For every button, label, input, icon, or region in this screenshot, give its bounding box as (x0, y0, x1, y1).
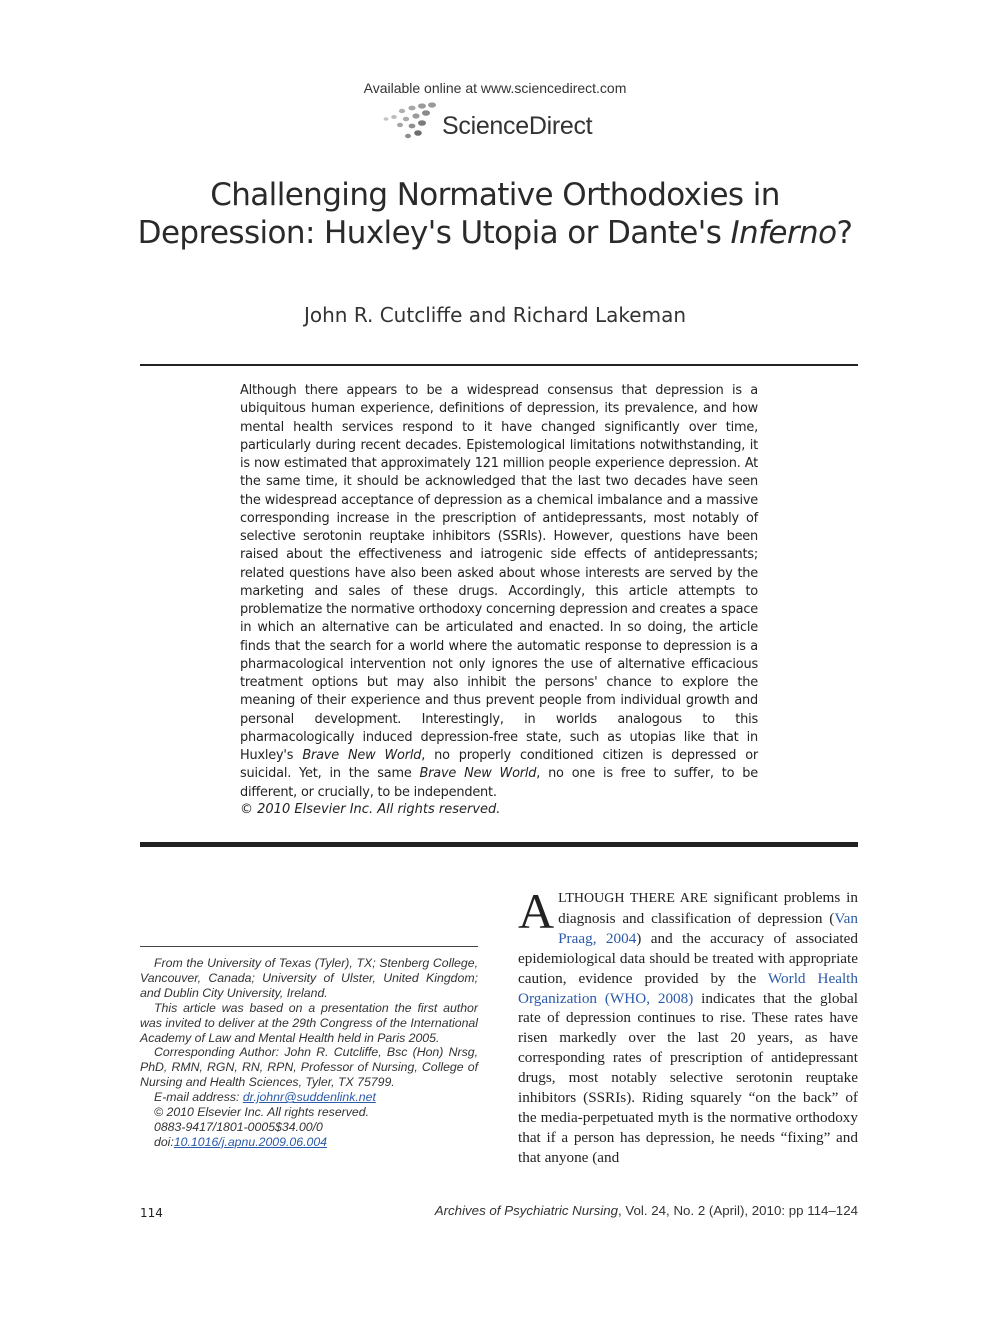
email-label: E-mail address: (154, 1090, 243, 1105)
available-online-notice: Available online at www.sciencedirect.com (363, 80, 627, 96)
body-text-1: significant problems in diagnosis and classification of depression ( (558, 889, 858, 927)
journal-info: , Vol. 24, No. 2 (April), 2010: pp 114–124 (618, 1203, 858, 1218)
title-italic-text: Inferno (730, 215, 837, 251)
abstract-bottom-divider (140, 842, 858, 847)
body-text-3: indicates that the global rate of depression continues to rise. These rates have risen markedly over the last 20 years, as have corresponding rates of prescription of antidepressant drugs, most notably selective serotonin reuptake inhibitors (SSRIs). Riding squarely “on the back” of the media-perpetuated myth is the normative orthodoxy that if a person has depression, he needs “fixing” and that anyone (and (518, 989, 858, 1166)
abstract-italic-2: Brave New World (419, 766, 537, 782)
footnote-email (140, 1090, 478, 1105)
footnote-divider (140, 946, 478, 947)
lead-in-caps: LTHOUGH THERE ARE (558, 891, 708, 906)
abstract-text-1: Although there appears to be a widespread consensus that depression is a ubiquitous human experience, definitions of depression, its prevalence, and how mental health services respond to it have changed significantly over time, particularly during recent decades. Epistemological limitations notwithstanding, it is now estimated that approximately 121 million people experience depression. At the same time, it should be acknowledged that the last two decades have seen the widespread acceptance of depression as a chemical imbalance and a massive corresponding increase in the prescription of antidepressants, most notably of selective serotonin reuptake inhibitors (SSRIs). However, questions have been raised about the effectiveness and iatrogenic side effects of antidepressants; related questions have also been asked about whose interests are served by the marketing and sales of these drugs. Accordingly, this article attempts to problematize the normative orthodoxy concerning depression and creates a space in which an alternative can be articulated and enacted. In so doing, the article finds that the search for a world where the automatic response to depression is a pharmacological intervention not only ignores the use of alternative efficacious treatment options but may also inhibit the persons' chance to explore the meaning of their experience and thus prevent people from individual growth and personal development. Interestingly, in worlds analogous to this pharmacologically induced depression-free state, such as utopias like that in Huxley's (240, 383, 758, 763)
sciencedirect-dots-logo-icon (380, 100, 440, 144)
footnotes (140, 956, 478, 1150)
title-main-text: Challenging Normative Orthodoxies in Depression: Huxley's Utopia or Dante's (137, 177, 780, 251)
logo-wordmark: ScienceDirect (442, 112, 593, 140)
body-first-paragraph (518, 883, 858, 1168)
footnote-affiliation: From the University of Texas (Tyler), TX; Stenberg College, Vancouver, Canada; University of Ulster, United Kingdom; and Dublin City University, Ireland. (140, 956, 478, 1000)
footnote-issn: 0883-9417/1801-0005$34.00/0 (154, 1119, 323, 1134)
footnote-doi (140, 1135, 478, 1150)
drop-cap: A (518, 883, 555, 939)
reference-link-van-praag[interactable]: Van Praag, 2004 (558, 909, 858, 947)
sciencedirect-logo[interactable] (380, 100, 620, 144)
doi-label: doi: (154, 1134, 174, 1149)
footnote-corresponding: Corresponding Author: John R. Cutcliffe, Bsc (Hon) Nrsg, PhD, RMN, RGN, RN, RPN, Professor of Nursing, College of Nursing and Health Sciences, Tyler, TX 75799. (140, 1045, 478, 1090)
footnote-copyright: © 2010 Elsevier Inc. All rights reserved. (154, 1105, 370, 1120)
journal-name: Archives of Psychiatric Nursing (434, 1203, 618, 1218)
email-link[interactable]: dr.johnr@suddenlink.net (242, 1090, 376, 1105)
abstract-text-2: , no properly conditioned citizen is depressed or suicidal. Yet, in the same (240, 748, 758, 782)
body-text-2: ) and the accuracy of associated epidemiological data should be treated with appropriate caution, evidence provided by the (518, 929, 858, 987)
title-question-mark: ? (836, 215, 853, 251)
footnote-presentation: This article was based on a presentation the first author was invited to deliver at the 29th Congress of the International Academy of Law and Mental Health held in Paris 2005. (140, 1000, 478, 1045)
page-number: 114 (140, 1206, 163, 1220)
article-title (120, 176, 870, 252)
reference-link-who[interactable]: World Health Organization (WHO, 2008) (518, 969, 858, 1007)
article-authors: John R. Cutcliffe and Richard Lakeman (303, 303, 687, 327)
doi-link[interactable]: 10.1016/j.apnu.2009.06.004 (173, 1134, 327, 1149)
abstract-italic-1: Brave New World (302, 748, 422, 763)
abstract-text-3: , no one is free to suffer, to be different, or crucially, to be independent. (240, 766, 758, 800)
abstract-copyright: © 2010 Elsevier Inc. All rights reserved. (240, 802, 501, 817)
abstract (240, 382, 758, 802)
journal-citation (400, 1203, 858, 1218)
top-divider (140, 364, 858, 366)
